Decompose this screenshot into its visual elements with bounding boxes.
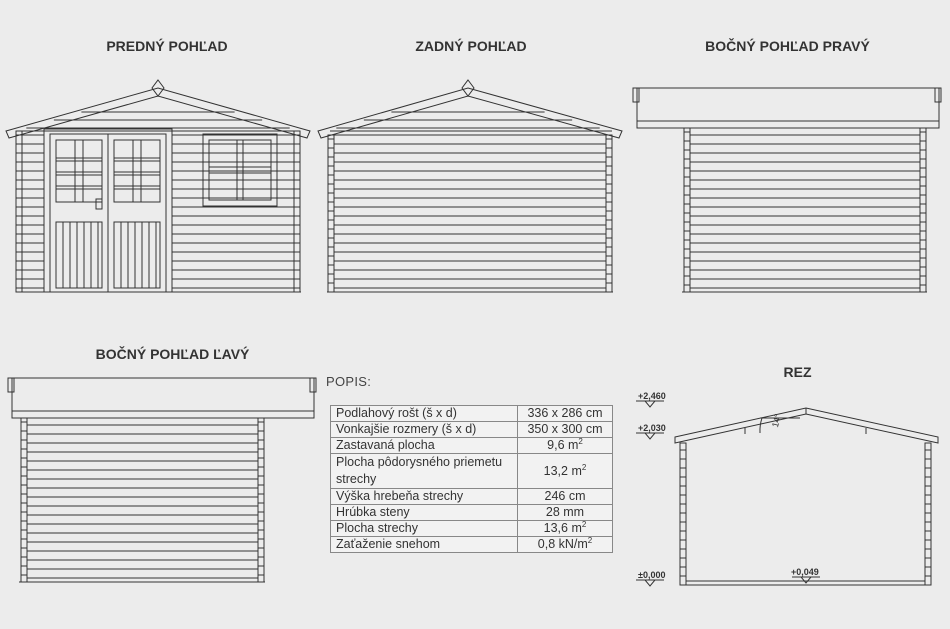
right-side-elevation-drawing: [633, 88, 941, 292]
roof-fascia: [637, 88, 939, 128]
spec-label: Výška hrebeňa strechy: [331, 489, 518, 505]
level-marker: [801, 577, 811, 583]
spec-row: [331, 489, 613, 505]
level-ridge-label: +2,460: [638, 391, 666, 401]
corner-post: [16, 131, 22, 292]
corner-post: [294, 131, 300, 292]
spec-row: [331, 438, 613, 454]
door-glass-panel: [56, 140, 102, 202]
window-sash: [209, 140, 271, 200]
back-elevation-drawing: [318, 80, 622, 292]
spec-label: Zaťaženie snehom: [331, 537, 518, 553]
spec-row: [331, 454, 613, 489]
spec-value: 28 mm: [518, 505, 613, 521]
roof-end-cap: [310, 378, 316, 392]
spec-row: [331, 521, 613, 537]
front-view-title: PREDNÝ POHĽAD: [106, 38, 228, 54]
spec-row: [331, 406, 613, 422]
level-marker: [645, 433, 655, 439]
level-marker: [645, 401, 655, 407]
specification-table: [330, 405, 613, 553]
spec-value: 246 cm: [518, 489, 613, 505]
corner-post: [606, 135, 612, 292]
front-elevation-drawing: [6, 80, 310, 292]
right-side-view-title: BOČNÝ POHĽAD PRAVÝ: [705, 38, 870, 54]
level-floor-label: +0,049: [791, 567, 819, 577]
corner-post: [328, 135, 334, 292]
spec-label: Plocha pôdorysného priemetu strechy: [331, 454, 518, 489]
spec-value: 0,8 $kN/m^2$: [518, 537, 613, 553]
spec-label: Hrúbka steny: [331, 505, 518, 521]
left-side-view-title: BOČNÝ POHĽAD ĽAVÝ: [95, 346, 250, 362]
section-view-title: REZ: [783, 364, 812, 380]
level-marker: [645, 580, 655, 586]
roof-end-cap: [8, 378, 14, 392]
wall-section: [925, 443, 931, 585]
roof-angle-label: 14°: [770, 412, 783, 429]
spec-row: [331, 537, 613, 553]
wall-section: [680, 443, 686, 585]
spec-label: Vonkajšie rozmery (š x d): [331, 422, 518, 438]
description-label: POPIS:: [326, 374, 372, 389]
spec-value: 350 x 300 cm: [518, 422, 613, 438]
angle-arc: [760, 418, 762, 433]
spec-label: Podlahový rošt (š x d): [331, 406, 518, 422]
door-glass-panel: [114, 140, 160, 202]
spec-row: [331, 422, 613, 438]
roof-end-cap: [633, 88, 639, 102]
spec-value: 336 x 286 cm: [518, 406, 613, 422]
door-handle: [96, 199, 102, 209]
back-view-title: ZADNÝ POHĽAD: [415, 38, 527, 54]
roof-fascia: [12, 378, 314, 418]
left-side-elevation-drawing: [8, 378, 316, 582]
spec-value: 9,6 $m^2$: [518, 438, 613, 454]
spec-value: 13,6 $m^2$: [518, 521, 613, 537]
spec-value: 13,2 $m^2$: [518, 454, 613, 489]
spec-row: [331, 505, 613, 521]
spec-label: Zastavaná plocha: [331, 438, 518, 454]
level-ground-label: ±0,000: [638, 570, 666, 580]
roof-end-cap: [935, 88, 941, 102]
window-frame: [203, 134, 277, 206]
level-eave-label: +2,030: [638, 423, 666, 433]
section-drawing: [636, 401, 938, 586]
spec-label: Plocha strechy: [331, 521, 518, 537]
